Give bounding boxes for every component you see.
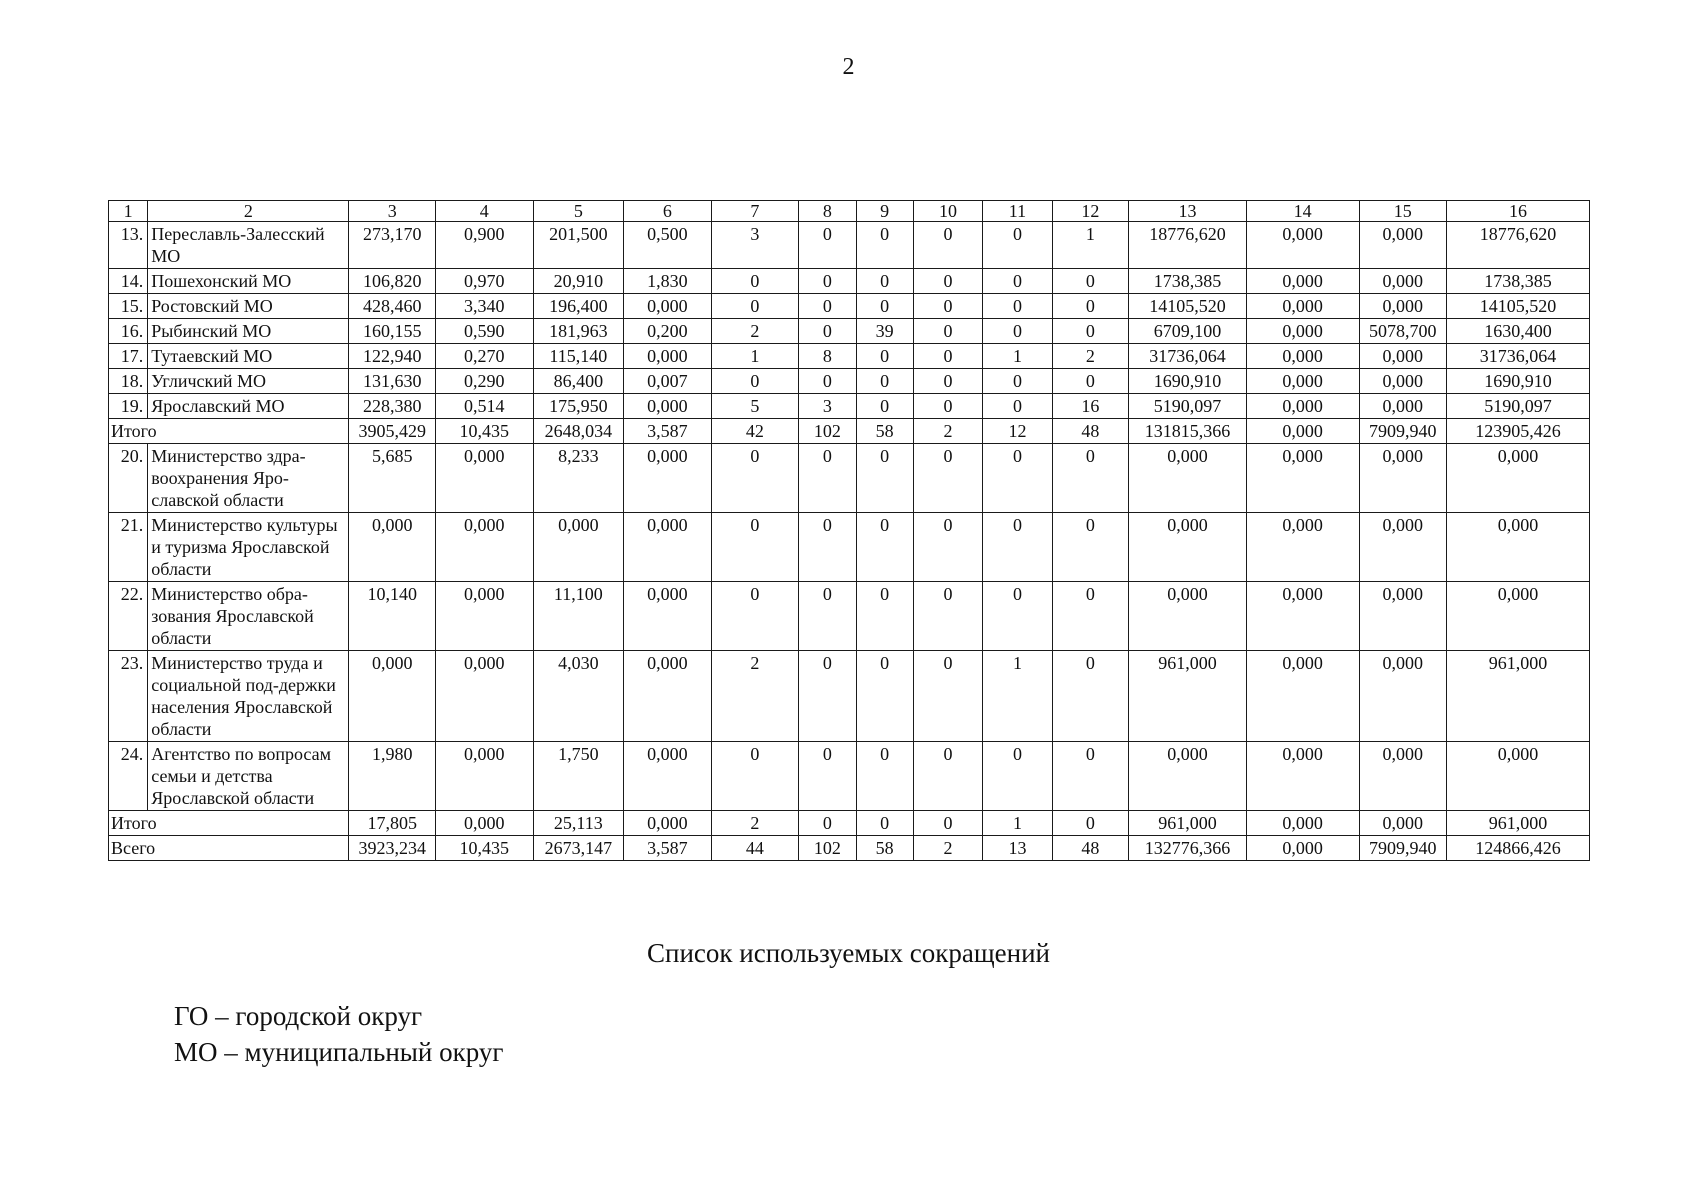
value-cell: 2648,034 (533, 419, 624, 444)
value-cell: 1690,910 (1447, 369, 1590, 394)
column-number-cell: 11 (983, 201, 1052, 222)
value-cell: 0,000 (349, 651, 436, 742)
value-cell: 0,000 (624, 444, 712, 513)
value-cell: 1 (983, 811, 1052, 836)
value-cell: 0,000 (1246, 269, 1359, 294)
value-cell: 0 (856, 444, 913, 513)
page-number: 2 (842, 54, 855, 80)
table-row (109, 369, 1590, 394)
value-cell: 0 (799, 269, 856, 294)
value-cell: 0 (983, 369, 1052, 394)
value-cell: 0,900 (435, 222, 533, 269)
value-cell: 6709,100 (1129, 319, 1247, 344)
value-cell: 0 (799, 294, 856, 319)
value-cell: 0,000 (349, 513, 436, 582)
value-cell: 0 (799, 513, 856, 582)
value-cell: 0,000 (1359, 513, 1447, 582)
value-cell: 0 (856, 294, 913, 319)
column-number-cell: 12 (1052, 201, 1128, 222)
value-cell: 0,000 (1246, 294, 1359, 319)
value-cell: 201,500 (533, 222, 624, 269)
value-cell: 3,587 (624, 836, 712, 861)
value-cell: 5190,097 (1447, 394, 1590, 419)
value-cell: 0,000 (1447, 444, 1590, 513)
value-cell: 0,290 (435, 369, 533, 394)
value-cell: 0 (799, 811, 856, 836)
value-cell: 0,000 (1246, 513, 1359, 582)
value-cell: 0 (1052, 811, 1128, 836)
value-cell: 14105,520 (1129, 294, 1247, 319)
total-label: Итого (109, 419, 349, 444)
value-cell: 0 (913, 444, 982, 513)
value-cell: 0 (983, 513, 1052, 582)
value-cell: 58 (856, 836, 913, 861)
abbreviations-title: Список используемых сокращений (647, 938, 1050, 968)
value-cell: 2 (913, 836, 982, 861)
value-cell: 0 (983, 222, 1052, 269)
value-cell: 1,750 (533, 742, 624, 811)
value-cell: 0 (711, 294, 799, 319)
value-cell: 10,140 (349, 582, 436, 651)
value-cell: 0 (913, 394, 982, 419)
column-number-cell: 3 (349, 201, 436, 222)
value-cell: 0 (856, 369, 913, 394)
abbreviation-item: ГО – городской округ (174, 1001, 423, 1031)
value-cell: 0 (799, 319, 856, 344)
value-cell: 0 (799, 742, 856, 811)
row-number: 22. (109, 582, 148, 651)
row-number: 24. (109, 742, 148, 811)
value-cell: 0 (983, 394, 1052, 419)
value-cell: 12 (983, 419, 1052, 444)
organization-name: Агентство по вопросам семьи и детства Ярославской области (148, 742, 349, 811)
value-cell: 160,155 (349, 319, 436, 344)
value-cell: 48 (1052, 836, 1128, 861)
value-cell: 0 (1052, 742, 1128, 811)
value-cell: 0,000 (1447, 742, 1590, 811)
value-cell: 11,100 (533, 582, 624, 651)
value-cell: 0,000 (1447, 582, 1590, 651)
total-row (109, 836, 1590, 861)
row-number: 16. (109, 319, 148, 344)
value-cell: 0,000 (1359, 582, 1447, 651)
table-row (109, 742, 1590, 811)
table-body (109, 201, 1590, 861)
row-number: 17. (109, 344, 148, 369)
value-cell: 4,030 (533, 651, 624, 742)
value-cell: 1 (983, 651, 1052, 742)
organization-name: Министерство труда и социальной под-держки населения Ярославской области (148, 651, 349, 742)
value-cell: 1 (1052, 222, 1128, 269)
value-cell: 0 (799, 651, 856, 742)
column-number-cell: 2 (148, 201, 349, 222)
value-cell: 0 (856, 811, 913, 836)
value-cell: 0,000 (624, 811, 712, 836)
value-cell: 106,820 (349, 269, 436, 294)
abbreviations-list (174, 998, 503, 1070)
value-cell: 0 (913, 582, 982, 651)
value-cell: 0,000 (624, 394, 712, 419)
column-number-cell: 9 (856, 201, 913, 222)
organization-name: Тутаевский МО (148, 344, 349, 369)
value-cell: 0 (983, 294, 1052, 319)
column-number-cell: 6 (624, 201, 712, 222)
organization-name: Пошехонский МО (148, 269, 349, 294)
value-cell: 0 (1052, 582, 1128, 651)
value-cell: 0 (799, 582, 856, 651)
value-cell: 2 (1052, 344, 1128, 369)
value-cell: 0 (983, 742, 1052, 811)
value-cell: 0,000 (624, 294, 712, 319)
value-cell: 0 (856, 742, 913, 811)
value-cell: 0 (711, 513, 799, 582)
column-number-cell: 7 (711, 201, 799, 222)
value-cell: 0 (983, 319, 1052, 344)
value-cell: 102 (799, 419, 856, 444)
row-number: 21. (109, 513, 148, 582)
value-cell: 5 (711, 394, 799, 419)
value-cell: 2 (913, 419, 982, 444)
value-cell: 3 (711, 222, 799, 269)
value-cell: 123905,426 (1447, 419, 1590, 444)
value-cell: 0,000 (1447, 513, 1590, 582)
value-cell: 0 (799, 444, 856, 513)
row-number: 13. (109, 222, 148, 269)
value-cell: 124866,426 (1447, 836, 1590, 861)
value-cell: 132776,366 (1129, 836, 1247, 861)
row-number: 19. (109, 394, 148, 419)
value-cell: 175,950 (533, 394, 624, 419)
value-cell: 0 (983, 444, 1052, 513)
value-cell: 0,500 (624, 222, 712, 269)
value-cell: 0 (1052, 651, 1128, 742)
value-cell: 0 (913, 651, 982, 742)
value-cell: 0,007 (624, 369, 712, 394)
value-cell: 228,380 (349, 394, 436, 419)
value-cell: 115,140 (533, 344, 624, 369)
organization-name: Ростовский МО (148, 294, 349, 319)
table-row (109, 582, 1590, 651)
row-number: 15. (109, 294, 148, 319)
row-number: 20. (109, 444, 148, 513)
value-cell: 0,000 (1246, 344, 1359, 369)
value-cell: 0 (913, 811, 982, 836)
value-cell: 0 (913, 294, 982, 319)
value-cell: 1738,385 (1447, 269, 1590, 294)
total-label: Всего (109, 836, 349, 861)
value-cell: 20,910 (533, 269, 624, 294)
column-number-cell: 1 (109, 201, 148, 222)
value-cell: 2 (711, 811, 799, 836)
value-cell: 0,000 (624, 582, 712, 651)
value-cell: 42 (711, 419, 799, 444)
value-cell: 1,980 (349, 742, 436, 811)
value-cell: 13 (983, 836, 1052, 861)
value-cell: 0,000 (435, 742, 533, 811)
total-row (109, 419, 1590, 444)
organization-name: Переславль-Залесский МО (148, 222, 349, 269)
value-cell: 44 (711, 836, 799, 861)
value-cell: 58 (856, 419, 913, 444)
value-cell: 0,000 (1129, 513, 1247, 582)
table-row (109, 651, 1590, 742)
value-cell: 17,805 (349, 811, 436, 836)
value-cell: 131815,366 (1129, 419, 1247, 444)
value-cell: 122,940 (349, 344, 436, 369)
value-cell: 0 (913, 742, 982, 811)
value-cell: 0,000 (1246, 836, 1359, 861)
value-cell: 0,000 (1246, 742, 1359, 811)
value-cell: 0,000 (1246, 582, 1359, 651)
table-row (109, 222, 1590, 269)
column-number-cell: 4 (435, 201, 533, 222)
organization-name: Рыбинский МО (148, 319, 349, 344)
value-cell: 0 (856, 513, 913, 582)
value-cell: 0,000 (1359, 294, 1447, 319)
value-cell: 0 (799, 222, 856, 269)
value-cell: 18776,620 (1129, 222, 1247, 269)
table-row (109, 394, 1590, 419)
value-cell: 2 (711, 319, 799, 344)
value-cell: 0,000 (1246, 319, 1359, 344)
value-cell: 7909,940 (1359, 419, 1447, 444)
column-number-cell: 15 (1359, 201, 1447, 222)
value-cell: 3 (799, 394, 856, 419)
value-cell: 0,970 (435, 269, 533, 294)
value-cell: 0 (913, 513, 982, 582)
value-cell: 0 (913, 269, 982, 294)
value-cell: 48 (1052, 419, 1128, 444)
value-cell: 961,000 (1447, 811, 1590, 836)
row-number: 14. (109, 269, 148, 294)
column-number-cell: 14 (1246, 201, 1359, 222)
organization-name: Министерство культуры и туризма Ярославской области (148, 513, 349, 582)
value-cell: 5190,097 (1129, 394, 1247, 419)
total-label: Итого (109, 811, 349, 836)
row-number: 18. (109, 369, 148, 394)
value-cell: 196,400 (533, 294, 624, 319)
value-cell: 961,000 (1447, 651, 1590, 742)
value-cell: 0 (913, 344, 982, 369)
value-cell: 0,000 (435, 582, 533, 651)
value-cell: 0 (711, 742, 799, 811)
value-cell: 2673,147 (533, 836, 624, 861)
value-cell: 16 (1052, 394, 1128, 419)
value-cell: 0 (856, 222, 913, 269)
value-cell: 1738,385 (1129, 269, 1247, 294)
value-cell: 10,435 (435, 836, 533, 861)
value-cell: 0,000 (1129, 444, 1247, 513)
value-cell: 0 (1052, 369, 1128, 394)
value-cell: 31736,064 (1447, 344, 1590, 369)
value-cell: 0 (1052, 269, 1128, 294)
value-cell: 0,200 (624, 319, 712, 344)
value-cell: 0 (711, 369, 799, 394)
value-cell: 0,000 (435, 651, 533, 742)
value-cell: 18776,620 (1447, 222, 1590, 269)
column-number-cell: 10 (913, 201, 982, 222)
value-cell: 273,170 (349, 222, 436, 269)
value-cell: 0 (983, 269, 1052, 294)
value-cell: 8,233 (533, 444, 624, 513)
value-cell: 0 (1052, 444, 1128, 513)
value-cell: 428,460 (349, 294, 436, 319)
value-cell: 0,000 (1359, 344, 1447, 369)
value-cell: 0,000 (435, 811, 533, 836)
value-cell: 3923,234 (349, 836, 436, 861)
total-row (109, 811, 1590, 836)
value-cell: 0,000 (1359, 269, 1447, 294)
column-number-cell: 5 (533, 201, 624, 222)
value-cell: 1690,910 (1129, 369, 1247, 394)
value-cell: 0 (983, 582, 1052, 651)
value-cell: 7909,940 (1359, 836, 1447, 861)
value-cell: 31736,064 (1129, 344, 1247, 369)
column-number-cell: 8 (799, 201, 856, 222)
value-cell: 0,000 (1359, 742, 1447, 811)
organization-name: Ярославский МО (148, 394, 349, 419)
value-cell: 2 (711, 651, 799, 742)
value-cell: 0,000 (1246, 394, 1359, 419)
value-cell: 0,590 (435, 319, 533, 344)
value-cell: 0 (711, 582, 799, 651)
value-cell: 0 (856, 394, 913, 419)
value-cell: 0,000 (533, 513, 624, 582)
value-cell: 0,000 (1246, 811, 1359, 836)
organization-name: Министерство обра-зования Ярославской области (148, 582, 349, 651)
value-cell: 5,685 (349, 444, 436, 513)
value-cell: 1,830 (624, 269, 712, 294)
value-cell: 39 (856, 319, 913, 344)
value-cell: 0,000 (1359, 394, 1447, 419)
value-cell: 0 (711, 269, 799, 294)
value-cell: 0,000 (1129, 582, 1247, 651)
organization-name: Угличский МО (148, 369, 349, 394)
value-cell: 0,000 (1359, 369, 1447, 394)
column-number-cell: 13 (1129, 201, 1247, 222)
value-cell: 0 (856, 582, 913, 651)
value-cell: 1 (711, 344, 799, 369)
value-cell: 0,000 (1246, 651, 1359, 742)
value-cell: 0 (856, 344, 913, 369)
value-cell: 181,963 (533, 319, 624, 344)
value-cell: 0,000 (435, 513, 533, 582)
value-cell: 0,000 (624, 344, 712, 369)
value-cell: 0,000 (435, 444, 533, 513)
value-cell: 102 (799, 836, 856, 861)
value-cell: 961,000 (1129, 651, 1247, 742)
value-cell: 8 (799, 344, 856, 369)
value-cell: 0,000 (1246, 369, 1359, 394)
value-cell: 0 (913, 369, 982, 394)
table-row (109, 269, 1590, 294)
value-cell: 0,000 (624, 513, 712, 582)
value-cell: 0 (856, 269, 913, 294)
value-cell: 0 (799, 369, 856, 394)
value-cell: 0 (711, 444, 799, 513)
value-cell: 3,340 (435, 294, 533, 319)
value-cell: 0 (1052, 319, 1128, 344)
abbreviation-item: МО – муниципальный округ (174, 1037, 504, 1067)
value-cell: 0,000 (1359, 222, 1447, 269)
value-cell: 131,630 (349, 369, 436, 394)
value-cell: 0,000 (1359, 651, 1447, 742)
value-cell: 3,587 (624, 419, 712, 444)
value-cell: 1630,400 (1447, 319, 1590, 344)
value-cell: 0,000 (1359, 444, 1447, 513)
value-cell: 0,000 (1246, 444, 1359, 513)
value-cell: 0,000 (1129, 742, 1247, 811)
value-cell: 0 (1052, 294, 1128, 319)
header-row (109, 201, 1590, 222)
organization-name: Министерство здра-воохранения Яро-славской области (148, 444, 349, 513)
value-cell: 961,000 (1129, 811, 1247, 836)
value-cell: 5078,700 (1359, 319, 1447, 344)
value-cell: 0 (913, 222, 982, 269)
value-cell: 0,000 (1359, 811, 1447, 836)
value-cell: 86,400 (533, 369, 624, 394)
table-row (109, 344, 1590, 369)
table-row (109, 444, 1590, 513)
value-cell: 14105,520 (1447, 294, 1590, 319)
value-cell: 0,270 (435, 344, 533, 369)
column-number-cell: 16 (1447, 201, 1590, 222)
value-cell: 0,514 (435, 394, 533, 419)
value-cell: 25,113 (533, 811, 624, 836)
row-number: 23. (109, 651, 148, 742)
value-cell: 0 (913, 319, 982, 344)
table-row (109, 513, 1590, 582)
value-cell: 0,000 (1246, 222, 1359, 269)
value-cell: 10,435 (435, 419, 533, 444)
table-row (109, 319, 1590, 344)
table-row (109, 294, 1590, 319)
value-cell: 0,000 (1246, 419, 1359, 444)
value-cell: 3905,429 (349, 419, 436, 444)
value-cell: 0,000 (624, 742, 712, 811)
value-cell: 0,000 (624, 651, 712, 742)
data-table (108, 200, 1590, 861)
value-cell: 1 (983, 344, 1052, 369)
value-cell: 0 (1052, 513, 1128, 582)
value-cell: 0 (856, 651, 913, 742)
